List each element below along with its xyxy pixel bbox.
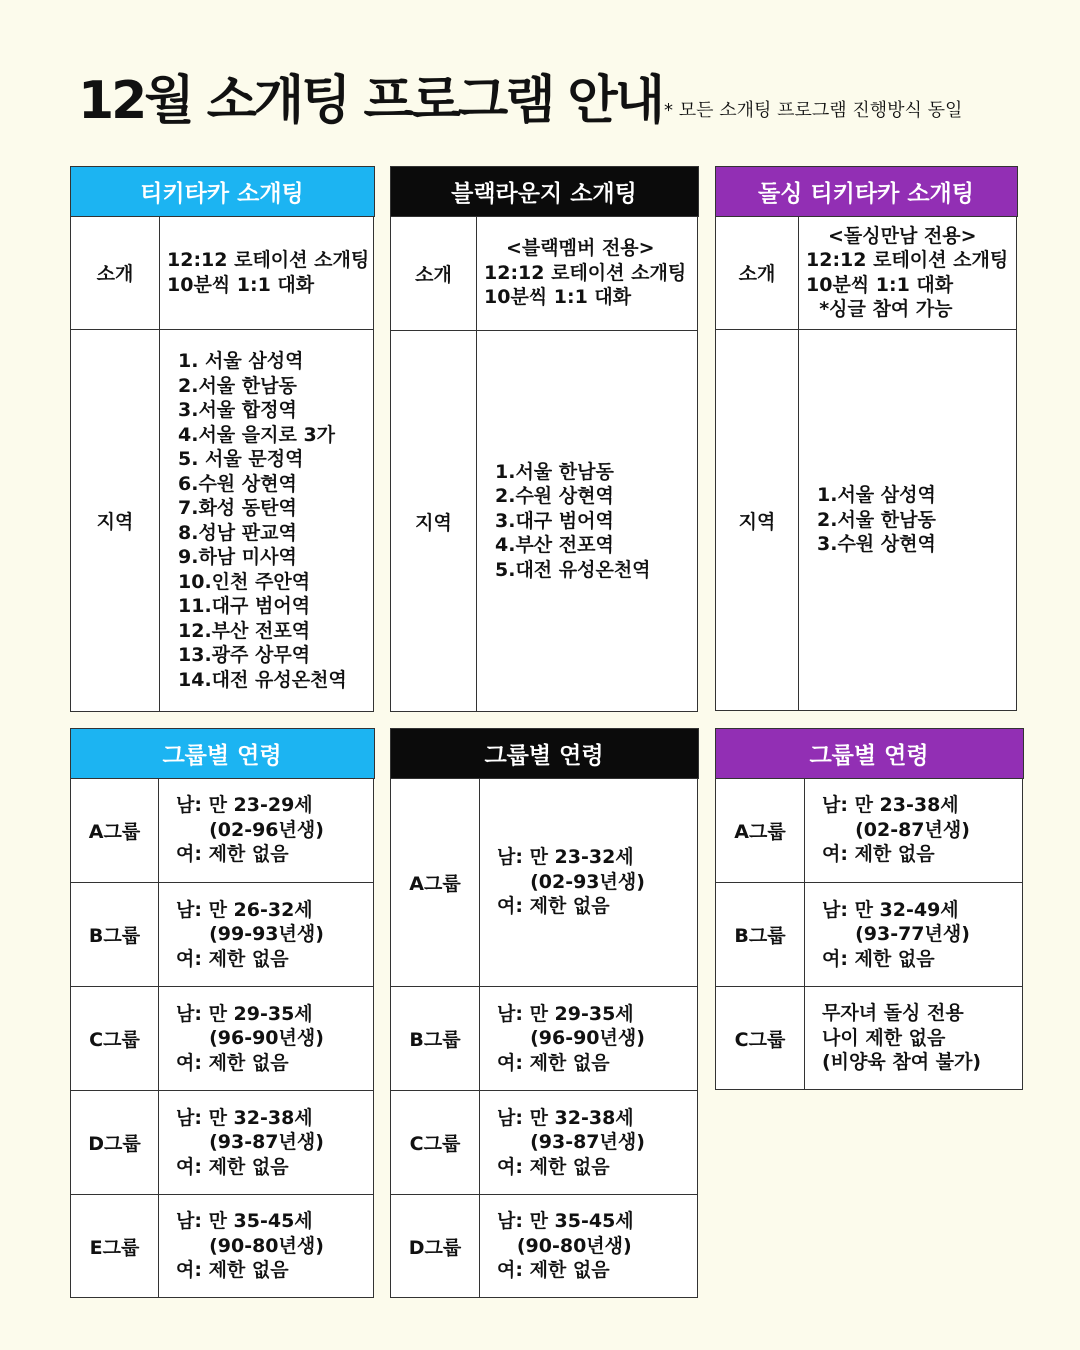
- group-info: [805, 883, 1022, 986]
- intro-cell: [799, 216, 1016, 329]
- region-item: 3.서울 합정역: [178, 399, 297, 421]
- region-item: 14.대전 유성온천역: [178, 668, 347, 691]
- program-header: 돌싱 티키타카 소개팅: [715, 166, 1018, 217]
- group-info: [480, 778, 697, 986]
- intro-line: <블랙멤버 전용>: [506, 237, 655, 260]
- region-label: 지역: [71, 330, 160, 711]
- intro-line: 10분씩 1:1 대화: [484, 286, 632, 309]
- age-table-tikitaka: [70, 728, 374, 1298]
- group-line: (90-80년생): [497, 1234, 632, 1257]
- program-table-tikitaka: [70, 166, 374, 712]
- group-label: B그룹: [716, 883, 805, 986]
- group-line: 여: 제한 없음: [497, 1259, 610, 1282]
- region-item: 2.서울 한남동: [178, 374, 297, 397]
- intro-line: 10분씩 1:1 대화: [806, 273, 954, 296]
- region-item: 11.대구 범어역: [178, 595, 311, 617]
- group-line: (02-87년생): [822, 818, 970, 841]
- age-header: 그룹별 연령: [390, 728, 699, 779]
- group-line: 여: 제한 없음: [497, 1155, 610, 1178]
- region-list: [160, 330, 373, 711]
- intro-label: 소개: [716, 216, 799, 329]
- group-label: B그룹: [71, 883, 159, 986]
- region-row: [71, 329, 373, 711]
- intro-row: [71, 216, 373, 329]
- region-item: 6.수원 상현역: [178, 472, 297, 495]
- age-row: [71, 882, 373, 986]
- age-header: 그룹별 연령: [715, 728, 1024, 779]
- group-info: [159, 1091, 373, 1194]
- program-header: 티키타카 소개팅: [70, 166, 375, 217]
- group-info: [159, 883, 373, 986]
- region-row: [391, 330, 697, 711]
- group-label: A그룹: [716, 778, 805, 882]
- group-line: 여: 제한 없음: [497, 1051, 610, 1074]
- group-info: [480, 1195, 697, 1297]
- group-label: C그룹: [71, 987, 159, 1090]
- age-row: [391, 778, 697, 986]
- group-line: 남: 만 23-32세: [497, 846, 634, 869]
- group-line: 남: 만 26-32세: [176, 898, 313, 921]
- region-item: 13.광주 상무역: [178, 644, 311, 666]
- group-line: 여: 제한 없음: [497, 895, 610, 918]
- region-item: 3.대구 범어역: [495, 509, 614, 532]
- group-line: 나이 제한 없음: [822, 1026, 946, 1049]
- group-label: E그룹: [71, 1195, 159, 1297]
- region-item: 2.수원 상현역: [495, 485, 614, 508]
- group-info: [805, 778, 1022, 882]
- region-label: 지역: [391, 331, 477, 711]
- group-line: (93-77년생): [822, 923, 970, 946]
- region-item: 4.서울 을지로 3가: [178, 423, 336, 446]
- group-line: (비양육 참여 불가): [822, 1051, 982, 1074]
- age-row: [391, 986, 697, 1090]
- page-note: * 모든 소개팅 프로그램 진행방식 동일: [664, 100, 963, 121]
- group-line: (96-90년생): [497, 1027, 645, 1050]
- group-line: (90-80년생): [176, 1234, 324, 1257]
- group-line: 여: 제한 없음: [176, 1155, 289, 1178]
- group-line: (93-87년생): [497, 1131, 645, 1154]
- group-line: 남: 만 29-35세: [497, 1002, 634, 1025]
- region-item: 4.부산 전포역: [495, 534, 614, 557]
- age-row: [716, 986, 1022, 1089]
- age-row: [391, 1090, 697, 1194]
- region-item: 2.서울 한남동: [817, 508, 936, 531]
- program-table-dolsing-tikitaka: [715, 166, 1017, 711]
- age-row: [391, 1194, 697, 1297]
- group-label: D그룹: [391, 1195, 480, 1297]
- group-line: 남: 만 32-38세: [497, 1106, 634, 1129]
- region-label: 지역: [716, 330, 799, 710]
- intro-line: *싱글 참여 가능: [806, 298, 953, 320]
- group-info: [159, 778, 373, 882]
- group-line: (02-96년생): [176, 818, 324, 841]
- age-table-black-lounge: [390, 728, 698, 1298]
- group-label: C그룹: [716, 987, 805, 1089]
- group-line: 여: 제한 없음: [822, 947, 935, 970]
- group-line: 남: 만 35-45세: [497, 1210, 634, 1233]
- group-line: 남: 만 29-35세: [176, 1002, 313, 1025]
- group-line: (02-93년생): [497, 870, 645, 893]
- age-row: [71, 1194, 373, 1297]
- group-line: 여: 제한 없음: [176, 947, 289, 970]
- region-row: [716, 329, 1016, 710]
- group-line: (96-90년생): [176, 1027, 324, 1050]
- group-line: (93-87년생): [176, 1131, 324, 1154]
- group-line: 여: 제한 없음: [176, 1051, 289, 1074]
- group-info: [480, 987, 697, 1090]
- group-label: A그룹: [71, 778, 159, 882]
- region-item: 5.대전 유성온천역: [495, 558, 651, 581]
- group-label: C그룹: [391, 1091, 480, 1194]
- intro-row: [391, 216, 697, 330]
- age-row: [71, 986, 373, 1090]
- intro-label: 소개: [71, 216, 160, 329]
- intro-line: 10분씩 1:1 대화: [167, 273, 315, 296]
- intro-line: 12:12 로테이션 소개팅: [484, 261, 687, 284]
- region-item: 1.서울 삼성역: [817, 484, 936, 507]
- group-line: 무자녀 돌싱 전용: [822, 1002, 964, 1025]
- intro-label: 소개: [391, 216, 477, 330]
- group-info: [480, 1091, 697, 1194]
- group-line: 남: 만 32-49세: [822, 898, 959, 921]
- program-header: 블랙라운지 소개팅: [390, 166, 699, 217]
- intro-cell: [160, 216, 373, 329]
- age-header: 그룹별 연령: [70, 728, 375, 779]
- region-list: [477, 331, 697, 711]
- age-table-dolsing: [715, 728, 1023, 1090]
- age-row: [716, 778, 1022, 882]
- group-label: A그룹: [391, 778, 480, 986]
- group-line: 남: 만 23-29세: [176, 794, 313, 817]
- group-line: (99-93년생): [176, 923, 324, 946]
- region-item: 8.성남 판교역: [178, 521, 297, 544]
- page-title: 12월 소개팅 프로그램 안내: [78, 71, 662, 131]
- group-label: D그룹: [71, 1091, 159, 1194]
- age-row: [71, 778, 373, 882]
- age-row: [716, 882, 1022, 986]
- intro-line: 12:12 로테이션 소개팅: [806, 249, 1009, 271]
- region-item: 1. 서울 삼성역: [178, 350, 304, 372]
- region-item: 1.서울 한남동: [495, 460, 614, 483]
- region-item: 7.화성 동탄역: [178, 497, 297, 519]
- region-item: 12.부산 전포역: [178, 619, 311, 642]
- region-item: 5. 서울 문정역: [178, 448, 304, 470]
- group-line: 남: 만 32-38세: [176, 1106, 313, 1129]
- program-table-black-lounge: [390, 166, 698, 712]
- group-info: [159, 987, 373, 1090]
- intro-cell: [477, 216, 697, 330]
- intro-line: <돌싱만남 전용>: [828, 224, 977, 247]
- group-info: [159, 1195, 373, 1297]
- group-label: B그룹: [391, 987, 480, 1090]
- group-line: 남: 만 23-38세: [822, 794, 959, 817]
- intro-row: [716, 216, 1016, 329]
- group-line: 여: 제한 없음: [176, 843, 289, 866]
- group-line: 여: 제한 없음: [176, 1259, 289, 1282]
- region-list: [799, 330, 1016, 710]
- region-item: 9.하남 미사역: [178, 546, 297, 568]
- group-info: [805, 987, 1022, 1089]
- group-line: 남: 만 35-45세: [176, 1210, 313, 1233]
- intro-line: 12:12 로테이션 소개팅: [167, 249, 370, 271]
- age-row: [71, 1090, 373, 1194]
- region-item: 10.인천 주안역: [178, 570, 311, 593]
- region-item: 3.수원 상현역: [817, 533, 936, 556]
- group-line: 여: 제한 없음: [822, 843, 935, 866]
